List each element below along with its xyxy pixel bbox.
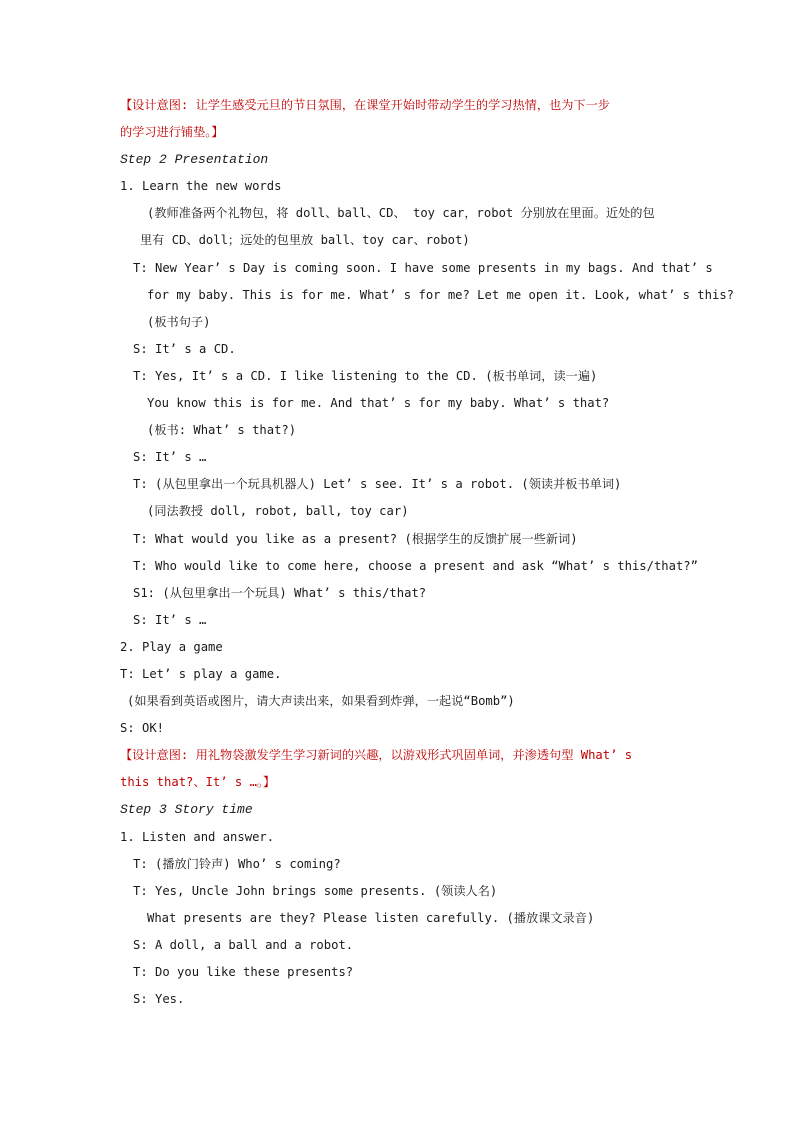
lesson-plan-text xyxy=(120,92,734,1013)
teacher-note-line-1: (教师准备两个礼物包，将 doll、ball、CD、 toy car，robot 分别放在里面。近处的包 xyxy=(147,206,655,221)
design-intent-1-line-1: 【设计意图: 让学生感受元旦的节日氛围，在课堂开始时带动学生的学习热情，也为下一步 xyxy=(120,98,610,112)
game-line: S: OK! xyxy=(120,721,165,736)
dialogue-line: S: It’ s … xyxy=(133,450,207,465)
dialogue-line: T: Yes, Uncle John brings some presents. (领读人名) xyxy=(133,883,498,898)
dialogue-line: S: It’ s … xyxy=(133,612,207,627)
game-line: T: Let’ s play a game. xyxy=(120,666,282,681)
step-3-item-1: 1. Listen and answer. xyxy=(120,829,275,844)
dialogue-line: T: Yes, It’ s a CD. I like listening to the CD. (板书单词，读一遍) xyxy=(133,368,598,383)
step-3-heading: Step 3 Story time xyxy=(120,802,253,818)
dialogue-line: T: Who would like to come here, choose a present and ask “What’ s this/that?” xyxy=(133,558,698,573)
dialogue-line: What presents are they? Please listen carefully. (播放课文录音) xyxy=(147,910,595,925)
dialogue-line: (板书句子) xyxy=(147,314,211,329)
dialogue-line: T: Do you like these presents? xyxy=(133,965,354,979)
teacher-note-line-2: 里有 CD、doll；远处的包里放 ball、toy car、robot) xyxy=(140,233,470,248)
step-2-item-2: 2. Play a game xyxy=(120,639,223,654)
design-intent-2-line-1: 【设计意图: 用礼物袋激发学生学习新词的兴趣，以游戏形式巩固单词，并渗透句型 What’ s xyxy=(120,748,633,763)
dialogue-line: You know this is for me. And that’ s for my baby. What’ s that? xyxy=(147,396,610,411)
dialogue-line: T: (从包里拿出一个玩具机器人) Let’ s see. It’ s a robot. (领读并板书单词) xyxy=(133,477,622,492)
step-2-heading: Step 2 Presentation xyxy=(120,152,269,168)
dialogue-line: S: A doll, a ball and a robot. xyxy=(133,937,354,952)
dialogue-line: for my baby. This is for me. What’ s for me? Let me open it. Look, what’ s this? xyxy=(147,287,734,302)
game-line: (如果看到英语或图片，请大声读出来，如果看到炸弹，一起说“Bomb”) xyxy=(127,694,515,709)
dialogue-line: S1: (从包里拿出一个玩具) What’ s this/that? xyxy=(133,585,427,600)
dialogue-line: S: Yes. xyxy=(133,992,185,1007)
dialogue-line: T: What would you like as a present? (根据学生的反馈扩展一些新词) xyxy=(133,531,578,546)
dialogue-line: (板书: What’ s that?) xyxy=(147,423,297,438)
step-2-item-1: 1. Learn the new words xyxy=(120,179,282,194)
dialogue-line: T: New Year’ s Day is coming soon. I have some presents in my bags. And that’ s xyxy=(133,260,713,275)
dialogue-line: S: It’ s a CD. xyxy=(133,341,236,356)
dialogue-line: (同法教授 doll, robot, ball, toy car) xyxy=(147,504,409,519)
dialogue-line: T: (播放门铃声) Who’ s coming? xyxy=(133,856,341,871)
design-intent-2-line-2: this that?、It’ s …。】 xyxy=(120,775,276,790)
design-intent-1-line-2: 的学习进行铺垫。】 xyxy=(120,125,224,140)
